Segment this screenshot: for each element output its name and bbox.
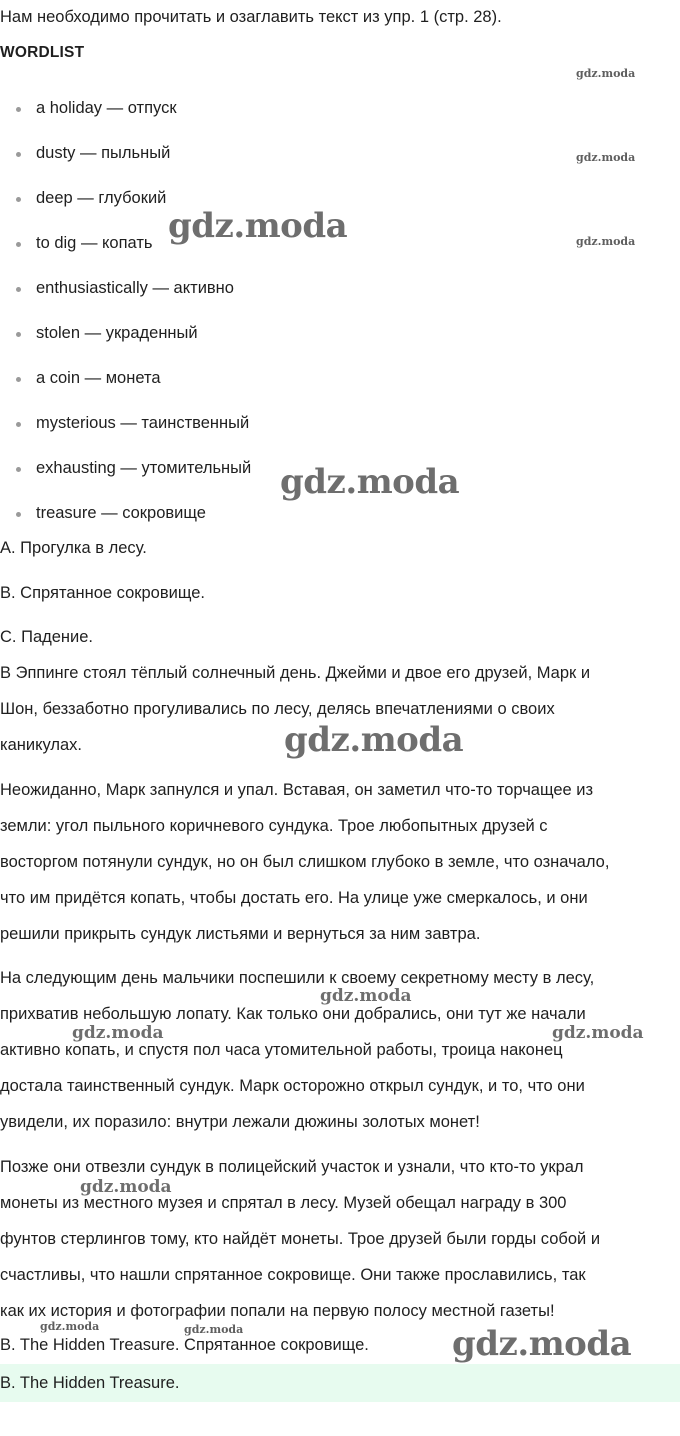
bullet-icon (16, 512, 21, 517)
bullet-icon (16, 377, 21, 382)
story-paragraph: В Эппинге стоял тёплый солнечный день. Джейми и двое его друзей, Марк и Шон, беззаботно прогуливались по лесу, делясь впечатлениями о своих каникулах. (0, 664, 591, 754)
option-c: C. Падение. (0, 628, 94, 646)
story-paragraph: На следующим день мальчики поспешили к своему секретному месту в лесу, прихватив небольшую лопату. Как только они добрались, они тут же начали активно копать, и спустя пол часа утомительной работы, троица наконец достала таинственный сундук. Марк осторожно открыл сундук, и то, что они увидели, их поразило: внутри лежали дюжины золотых монет! (0, 969, 595, 1131)
bullet-icon (16, 467, 21, 472)
watermark: gdz.moda (80, 1177, 172, 1197)
watermark: gdz.moda (576, 235, 636, 248)
watermark: gdz.moda (168, 206, 348, 246)
answer-line: B. The Hidden Treasure. Спрятанное сокровище. (0, 1336, 369, 1354)
watermark: gdz.moda (452, 1324, 632, 1364)
bullet-icon (16, 152, 21, 157)
bullet-icon (16, 197, 21, 202)
bullet-icon (16, 107, 21, 112)
watermark: gdz.moda (552, 1023, 644, 1043)
bullet-icon (16, 242, 21, 247)
bullet-icon (16, 422, 21, 427)
option-b: B. Спрятанное сокровище. (0, 584, 205, 602)
watermark: gdz.moda (40, 1320, 100, 1333)
answer-highlight-box (0, 1364, 680, 1402)
story-paragraph: Неожиданно, Марк запнулся и упал. Вставая, он заметил что-то торчащее из земли: угол пыльного коричневого сундука. Трое любопытных друзей с восторгом потянули сундук, но он был слишком глубоко в земле, что означало, что им придётся копать, чтобы достать его. На улице уже смеркалось, и они решили прикрыть сундук листьями и вернуться за ним завтра. (0, 781, 610, 943)
watermark: gdz.moda (320, 986, 412, 1006)
watermark: gdz.moda (72, 1023, 164, 1043)
watermark: gdz.moda (576, 151, 636, 164)
watermark: gdz.moda (284, 720, 464, 760)
option-a: A. Прогулка в лесу. (0, 539, 147, 557)
watermark: gdz.moda (280, 462, 460, 502)
page: Нам необходимо прочитать и озаглавить текст из упр. 1 (стр. 28). WORDLIST a holiday — отпуск dusty — пыльный deep — глубокий to dig — копать enthusiastically — активно stolen — украденный a coin — монета mysterious — таинственный exhausting — утомительный treasure — сокровище A. Прогулка в лесу. B. Спрятанное сокровище. C. Падение. В Эппинге стоял тёплый солнечный день. Джейми и двое его друзей, Марк и Шон, беззаботно прогуливались по лесу, делясь впечатлениями о своих каникулах. Неожиданно, Марк запнулся и упал. Вставая, он заметил что-то торчащее из земли: угол пыльного коричневого сундука. Трое любопытных друзей с восторгом потянули сундук, но он был слишком глубоко в земле, что означало, что им придётся копать, чтобы достать его. На улице уже смеркалось, и они решили прикрыть сундук листьями и вернуться за ним завтра. На следующим день мальчики поспешили к своему секретному месту в лесу, прихватив небольшую лопату. Как только они добрались, они тут же начали активно копать, и спустя пол часа утомительной работы, троица наконец достала таинственный сундук. Марк осторожно открыл сундук, и то, что они увидели, их поразило: внутри лежали дюжины золотых монет! Позже они отвезли сундук в полицейский участок и узнали, что кто-то украл монеты из местного музея и спрятал в лесу. Музей обещал награду в 300 фунтов стерлингов тому, кто найдёт монеты. Трое друзей были горды собой и счастливы, что нашли спрятанное сокровище. Они также прославились, так как их история и фотографии попали на первую полосу местной газеты! B. The Hidden Treasure. Спрятанное сокровище. B. The Hidden Treasure. gdz.moda gdz.moda gdz.moda gdz.moda gdz.moda gdz.moda gdz.moda gdz.moda gdz.moda gdz.moda gdz.moda gdz.moda gdz.moda (0, 0, 680, 1436)
bullet-icon (16, 332, 21, 337)
watermark: gdz.moda (184, 1323, 244, 1336)
wordlist-title: WORDLIST (0, 44, 85, 61)
watermark: gdz.moda (576, 67, 636, 80)
story-paragraph: Позже они отвезли сундук в полицейский участок и узнали, что кто-то украл монеты из местного музея и спрятал в лесу. Музей обещал награду в 300 фунтов стерлингов тому, кто найдёт монеты. Трое друзей были горды собой и счастливы, что нашли спрятанное сокровище. Они также прославились, так как их история и фотографии попали на первую полосу местной газеты! (0, 1158, 601, 1320)
intro-text: Нам необходимо прочитать и озаглавить текст из упр. 1 (стр. 28). (0, 8, 502, 26)
answer-highlight-text: B. The Hidden Treasure. (0, 1374, 180, 1392)
bullet-icon (16, 287, 21, 292)
